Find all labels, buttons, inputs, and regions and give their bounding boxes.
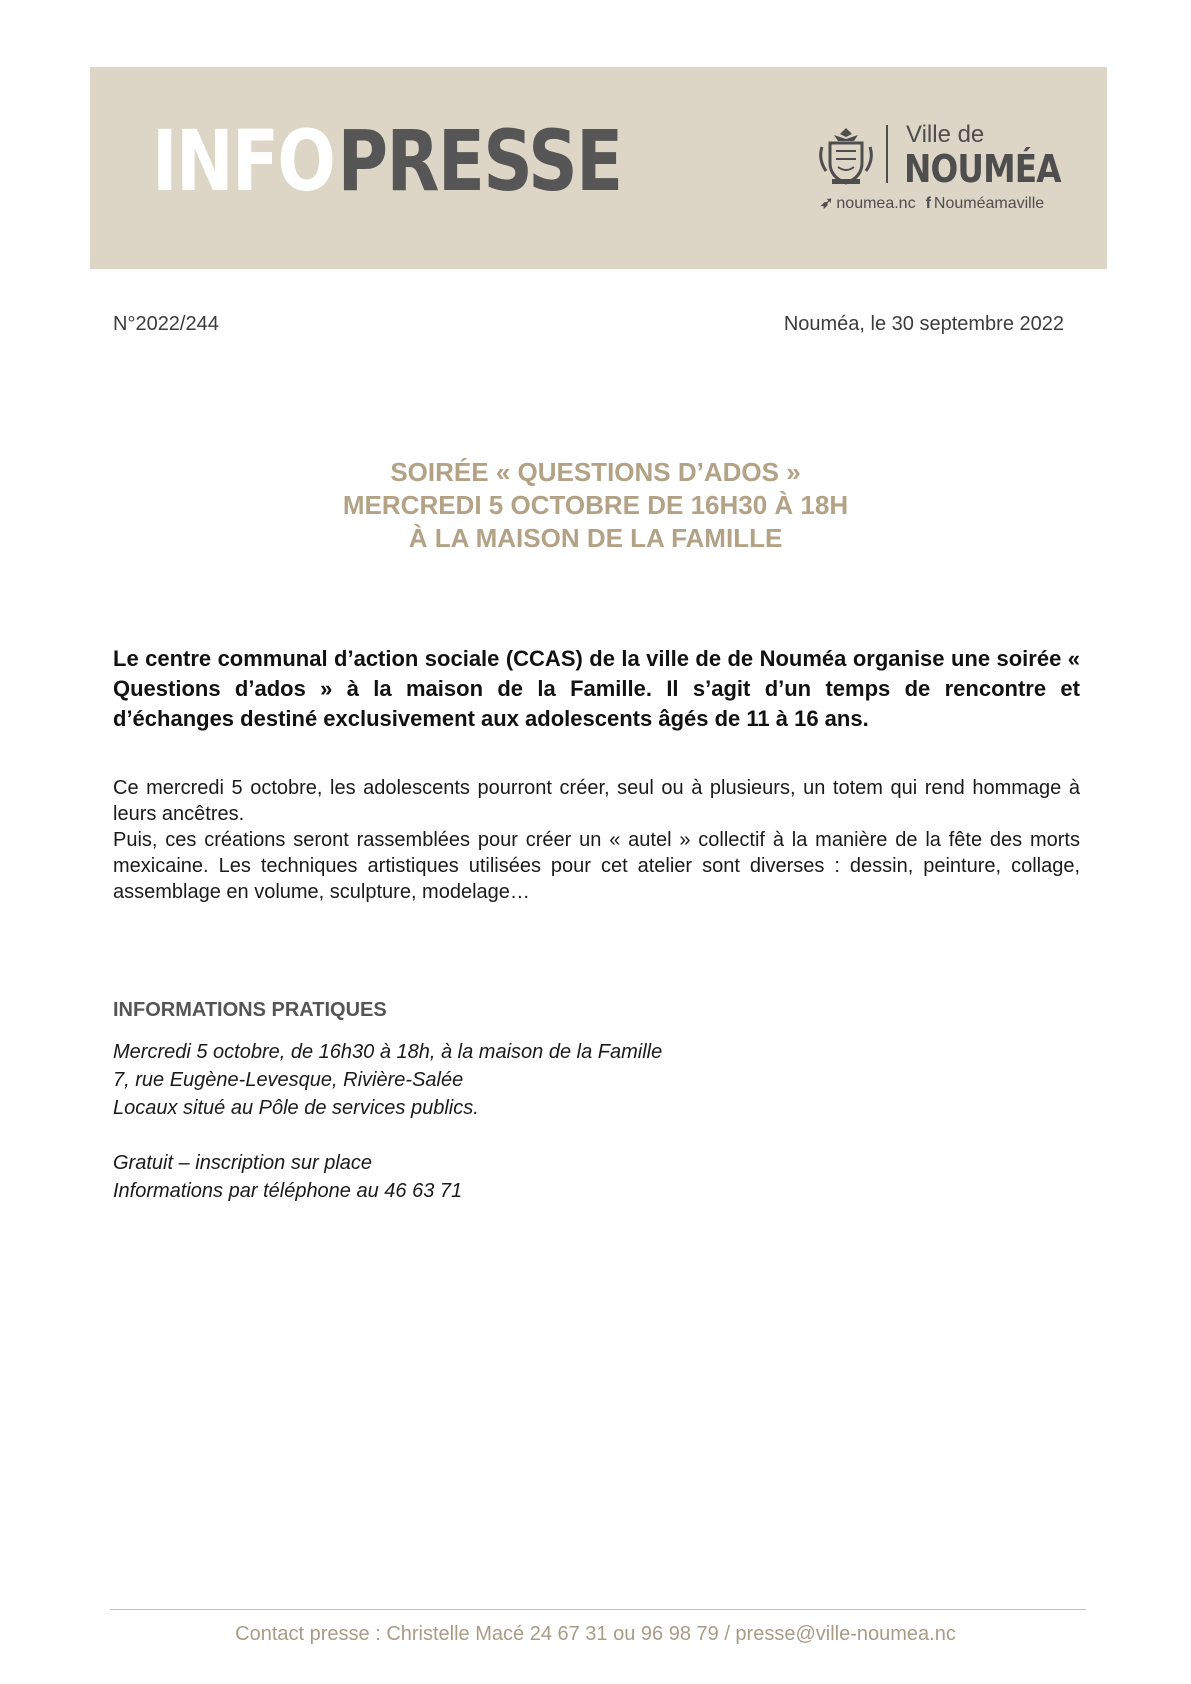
title-line-1: SOIRÉE « QUESTIONS D’ADOS » [390,457,801,487]
logo-noumea: NOUMÉA [904,147,1061,191]
press-release-number: N°2022/244 [113,313,219,335]
arrow-icon: ➶ [820,195,834,212]
header-banner [90,67,1107,269]
footer-divider [110,1609,1086,1610]
practical-info [113,1038,913,1205]
logo-separator [886,125,888,183]
info-presse-wordmark [152,112,622,210]
lead-paragraph: Le centre communal d’action sociale (CCAS) de la ville de de Nouméa organise une soirée « Questions d’ados » à la maison de la Famille. Il s’agit d’un temps de rencontre et d’échanges destiné exclusivement aux adolescents âgés de 11 à 16 ans. [113,646,1080,731]
press-contact: Contact presse : Christelle Macé 24 67 31 ou 96 98 79 / presse@ville-noumea.nc [235,1623,956,1645]
practical-info-heading: INFORMATIONS PRATIQUES [113,999,387,1021]
logo-links [820,193,1044,213]
page-title [0,456,1191,555]
ville-de-noumea-logo [816,121,1061,217]
logo-web: noumea.nc [836,195,916,212]
body-paragraph-2: Puis, ces créations seront rassemblées pour créer un « autel » collectif à la manière de la fête des morts mexicaine. Les techniques artistiques utilisées pour cet atelier sont diverses : dessin, peinture, collage, assemblage en volume, sculpture, modelage… [113,829,1080,903]
wordmark-presse: PRESSE [337,112,622,210]
logo-ville-de: Ville de [906,121,985,148]
wordmark-info: INFO [152,112,335,210]
title-line-2: MERCREDI 5 OCTOBRE DE 16H30 À 18H [342,490,849,520]
body-paragraph-1: Ce mercredi 5 octobre, les adolescents pourront créer, seul ou à plusieurs, un totem qui rend hommage à leurs ancêtres. [113,777,1080,825]
logo-social: Nouméamaville [933,195,1045,212]
practical-line-1: Mercredi 5 octobre, de 16h30 à 18h, à la maison de la Famille [113,1041,663,1063]
body-text [113,775,1080,905]
practical-line-2: 7, rue Eugène-Levesque, Rivière-Salée [113,1069,464,1091]
practical-line-3: Locaux situé au Pôle de services publics. [113,1097,479,1119]
practical-line-5: Informations par téléphone au 46 63 71 [113,1180,463,1202]
facebook-icon: f [925,195,931,212]
title-line-3: À LA MAISON DE LA FAMILLE [408,523,783,553]
dateline: Nouméa, le 30 septembre 2022 [783,313,1064,335]
coat-of-arms-icon [816,125,876,187]
practical-line-4: Gratuit – inscription sur place [113,1152,373,1174]
